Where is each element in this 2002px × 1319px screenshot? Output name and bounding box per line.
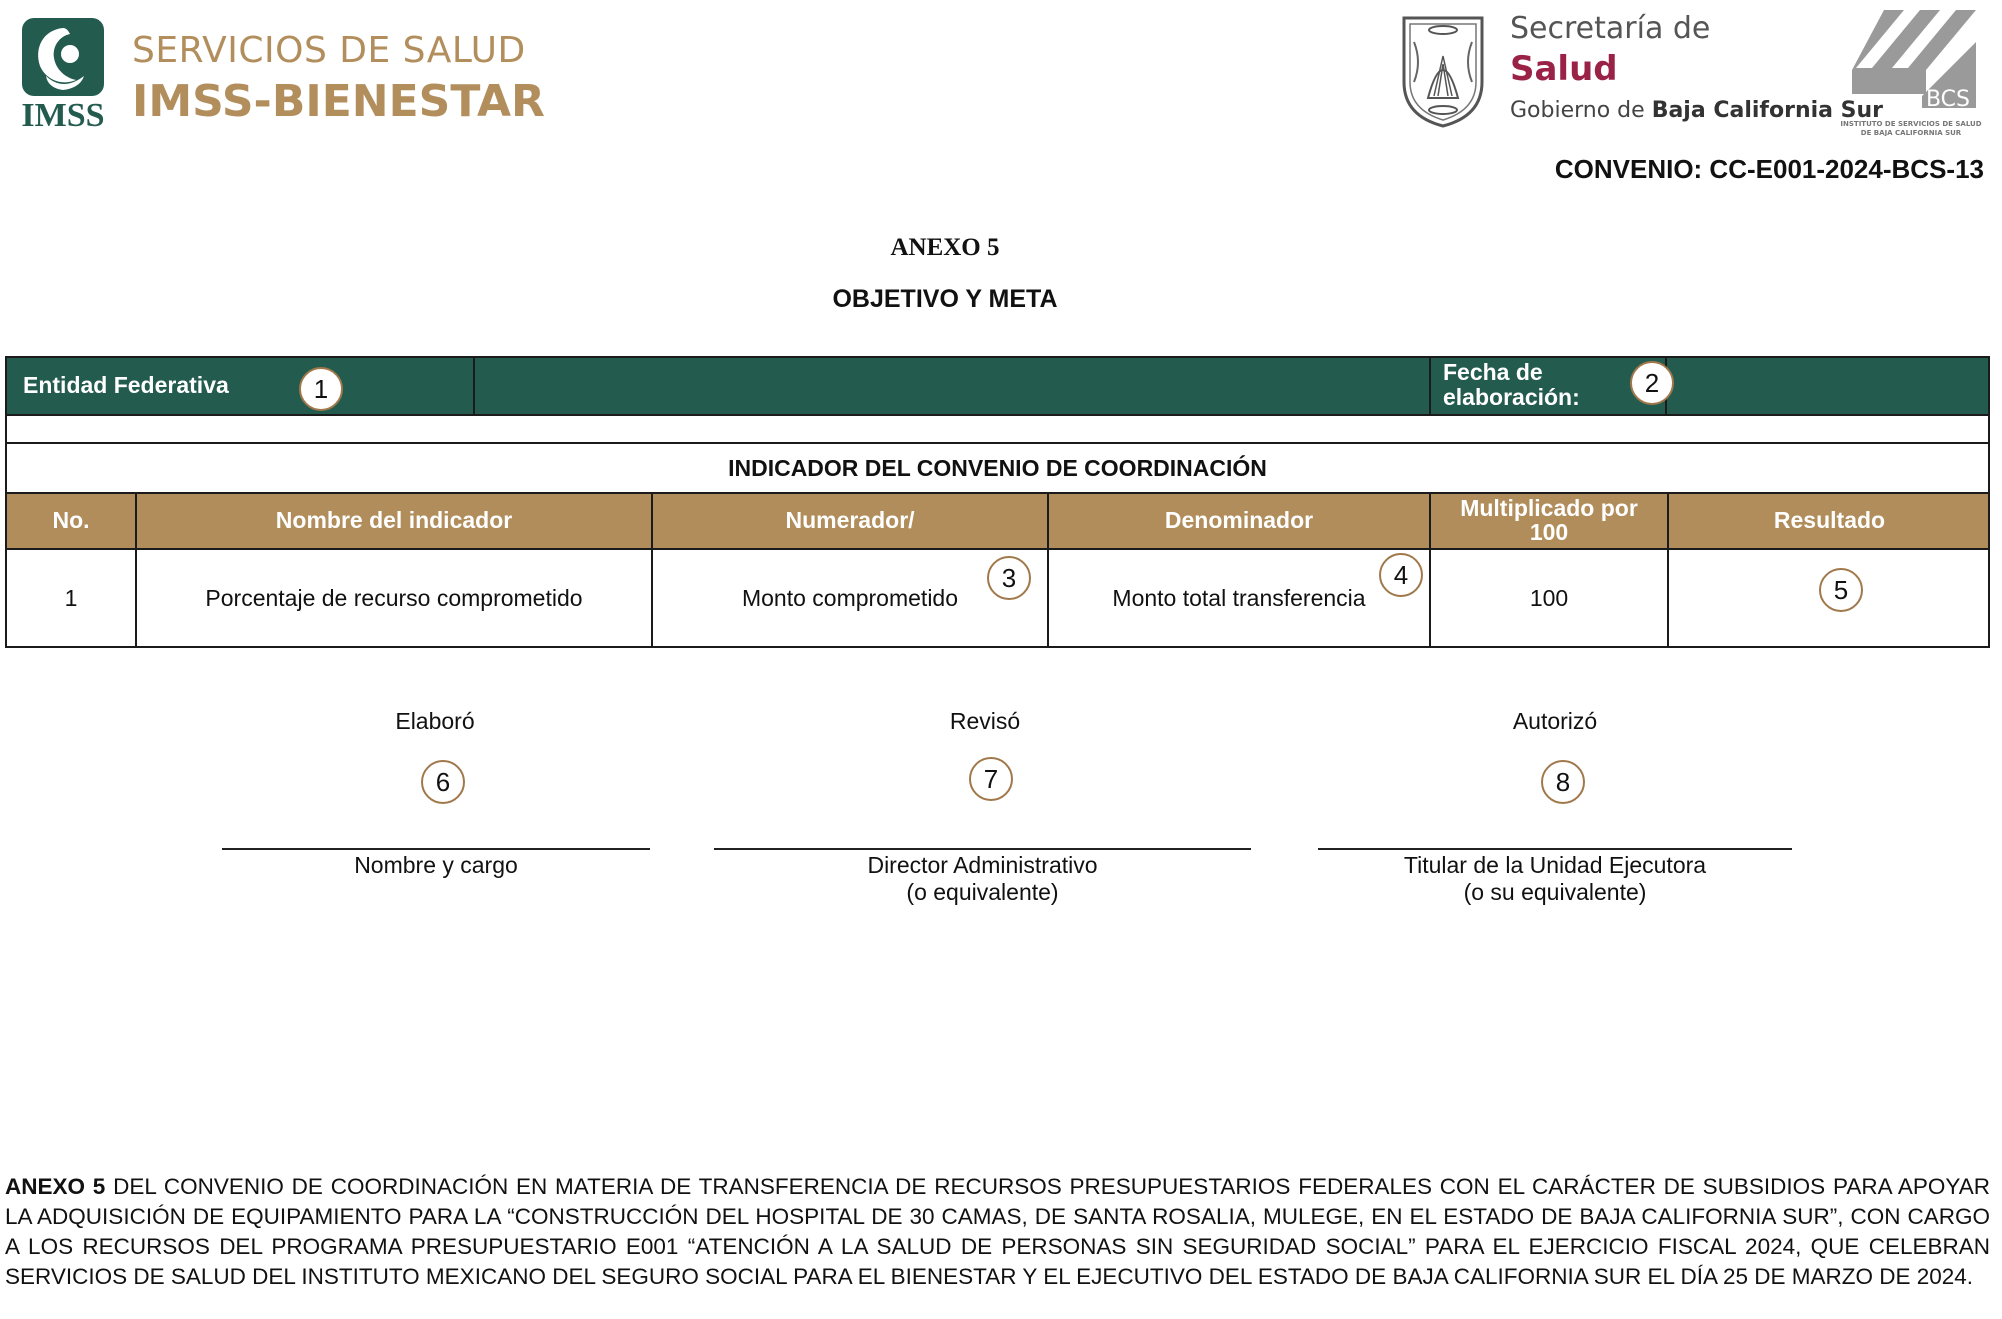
svg-text:BCS: BCS [1925, 87, 1971, 112]
col-denominador: Denominador [1164, 507, 1314, 533]
footer-bold-lead: ANEXO 5 [5, 1174, 106, 1199]
org-name [132, 28, 545, 130]
divider [1429, 358, 1431, 414]
marker-1: 1 [299, 367, 343, 411]
autorizo-role-line-1: Titular de la Unidad Ejecutora [1403, 852, 1707, 878]
col-multiplicado-line-2: 100 [1529, 519, 1569, 545]
divider [7, 492, 1988, 494]
state-seal-icon [1398, 12, 1488, 130]
sec-line-3-bold: Baja California Sur [1651, 98, 1884, 123]
fecha-label-line-2: elaboración: [1443, 384, 1580, 410]
svg-text:IMSS: IMSS [21, 97, 105, 130]
reviso-label: Revisó [949, 708, 1021, 734]
autorizo-label: Autorizó [1512, 708, 1598, 734]
row-denominador: Monto total transferencia [1112, 584, 1366, 611]
sec-line-1: Secretaría de [1510, 11, 1711, 46]
divider [7, 414, 1988, 416]
marker-6: 6 [421, 760, 465, 804]
svg-text:DE BAJA CALIFORNIA SUR: DE BAJA CALIFORNIA SUR [1860, 129, 1962, 136]
reviso-role-line-2: (o equivalente) [906, 879, 1059, 905]
page-title: OBJETIVO Y META [832, 285, 1058, 313]
reviso-role [714, 852, 1251, 906]
footer-legend [5, 1172, 1990, 1292]
reviso-role-line-1: Director Administrativo [867, 852, 1098, 878]
convenio-number: CONVENIO: CC-E001-2024-BCS-13 [1554, 154, 1984, 184]
col-no: No. [52, 507, 90, 533]
col-multiplicado-line-1: Multiplicado por [1460, 495, 1638, 521]
elaboro-role: Nombre y cargo [354, 852, 518, 878]
autorizo-role-line-2: (o su equivalente) [1463, 879, 1647, 905]
marker-2: 2 [1630, 361, 1674, 405]
indicador-title: INDICADOR DEL CONVENIO DE COORDINACIÓN [728, 454, 1267, 481]
signature-line-elaboro [222, 848, 650, 850]
annex-title: ANEXO 5 [890, 234, 1000, 261]
fecha-label [1443, 360, 1580, 410]
row-multiplicado: 100 [1529, 584, 1569, 611]
fecha-label-line-1: Fecha de [1443, 359, 1543, 385]
entidad-value [475, 358, 1429, 414]
marker-7: 7 [969, 757, 1013, 801]
imss-logo [18, 18, 108, 130]
marker-4: 4 [1379, 553, 1423, 597]
org-line-1: SERVICIOS DE SALUD [132, 30, 526, 71]
signature-line-reviso [714, 848, 1251, 850]
org-line-2: IMSS-BIENESTAR [132, 76, 545, 127]
signature-line-autorizo [1318, 848, 1792, 850]
row-no: 1 [64, 584, 78, 611]
col-multiplicado [1431, 492, 1667, 548]
sec-line-3-prefix: Gobierno de [1510, 98, 1645, 123]
marker-3: 3 [987, 556, 1031, 600]
marker-8: 8 [1541, 760, 1585, 804]
col-resultado: Resultado [1773, 507, 1886, 533]
bcs-institute-logo [1826, 8, 1996, 136]
footer-text: DEL CONVENIO DE COORDINACIÓN EN MATERIA DE TRANSFERENCIA DE RECURSOS PRESUPUESTARIOS FEDERALES CON EL CARÁCTER DE SUBSIDIOS PARA APOYAR LA ADQUISICIÓN DE EQUIPAMIENTO PARA LA “CONSTRUCCIÓN DEL HOSPITAL DE 30 CAMAS, DE SANTA ROSALIA, MULEGE, EN EL ESTADO DE BAJA CALIFORNIA SUR”, CON CARGO A LOS RECURSOS DEL PROGRAMA PRESUPUESTARIO E001 “ATENCIÓN A LA SALUD DE PERSONAS SIN SEGURIDAD SOCIAL” PARA EL EJERCICIO FISCAL 2024, QUE CELEBRAN SERVICIOS DE SALUD DEL INSTITUTO MEXICANO DEL SEGURO SOCIAL PARA EL BIENESTAR Y EL EJECUTIVO DEL ESTADO DE BAJA CALIFORNIA SUR EL DÍA 25 DE MARZO DE 2024. [5, 1174, 1991, 1289]
row-nombre: Porcentaje de recurso comprometido [205, 584, 583, 611]
marker-5: 5 [1819, 568, 1863, 612]
svg-text:INSTITUTO DE SERVICIOS DE SALU: INSTITUTO DE SERVICIOS DE SALUD [1840, 120, 1982, 128]
elaboro-label: Elaboró [395, 708, 475, 734]
sec-line-2: Salud [1510, 49, 1618, 89]
col-numerador: Numerador/ [785, 507, 915, 533]
entidad-label: Entidad Federativa [23, 372, 229, 398]
autorizo-role [1318, 852, 1792, 906]
row-numerador: Monto comprometido [741, 584, 959, 611]
col-nombre: Nombre del indicador [275, 507, 513, 533]
